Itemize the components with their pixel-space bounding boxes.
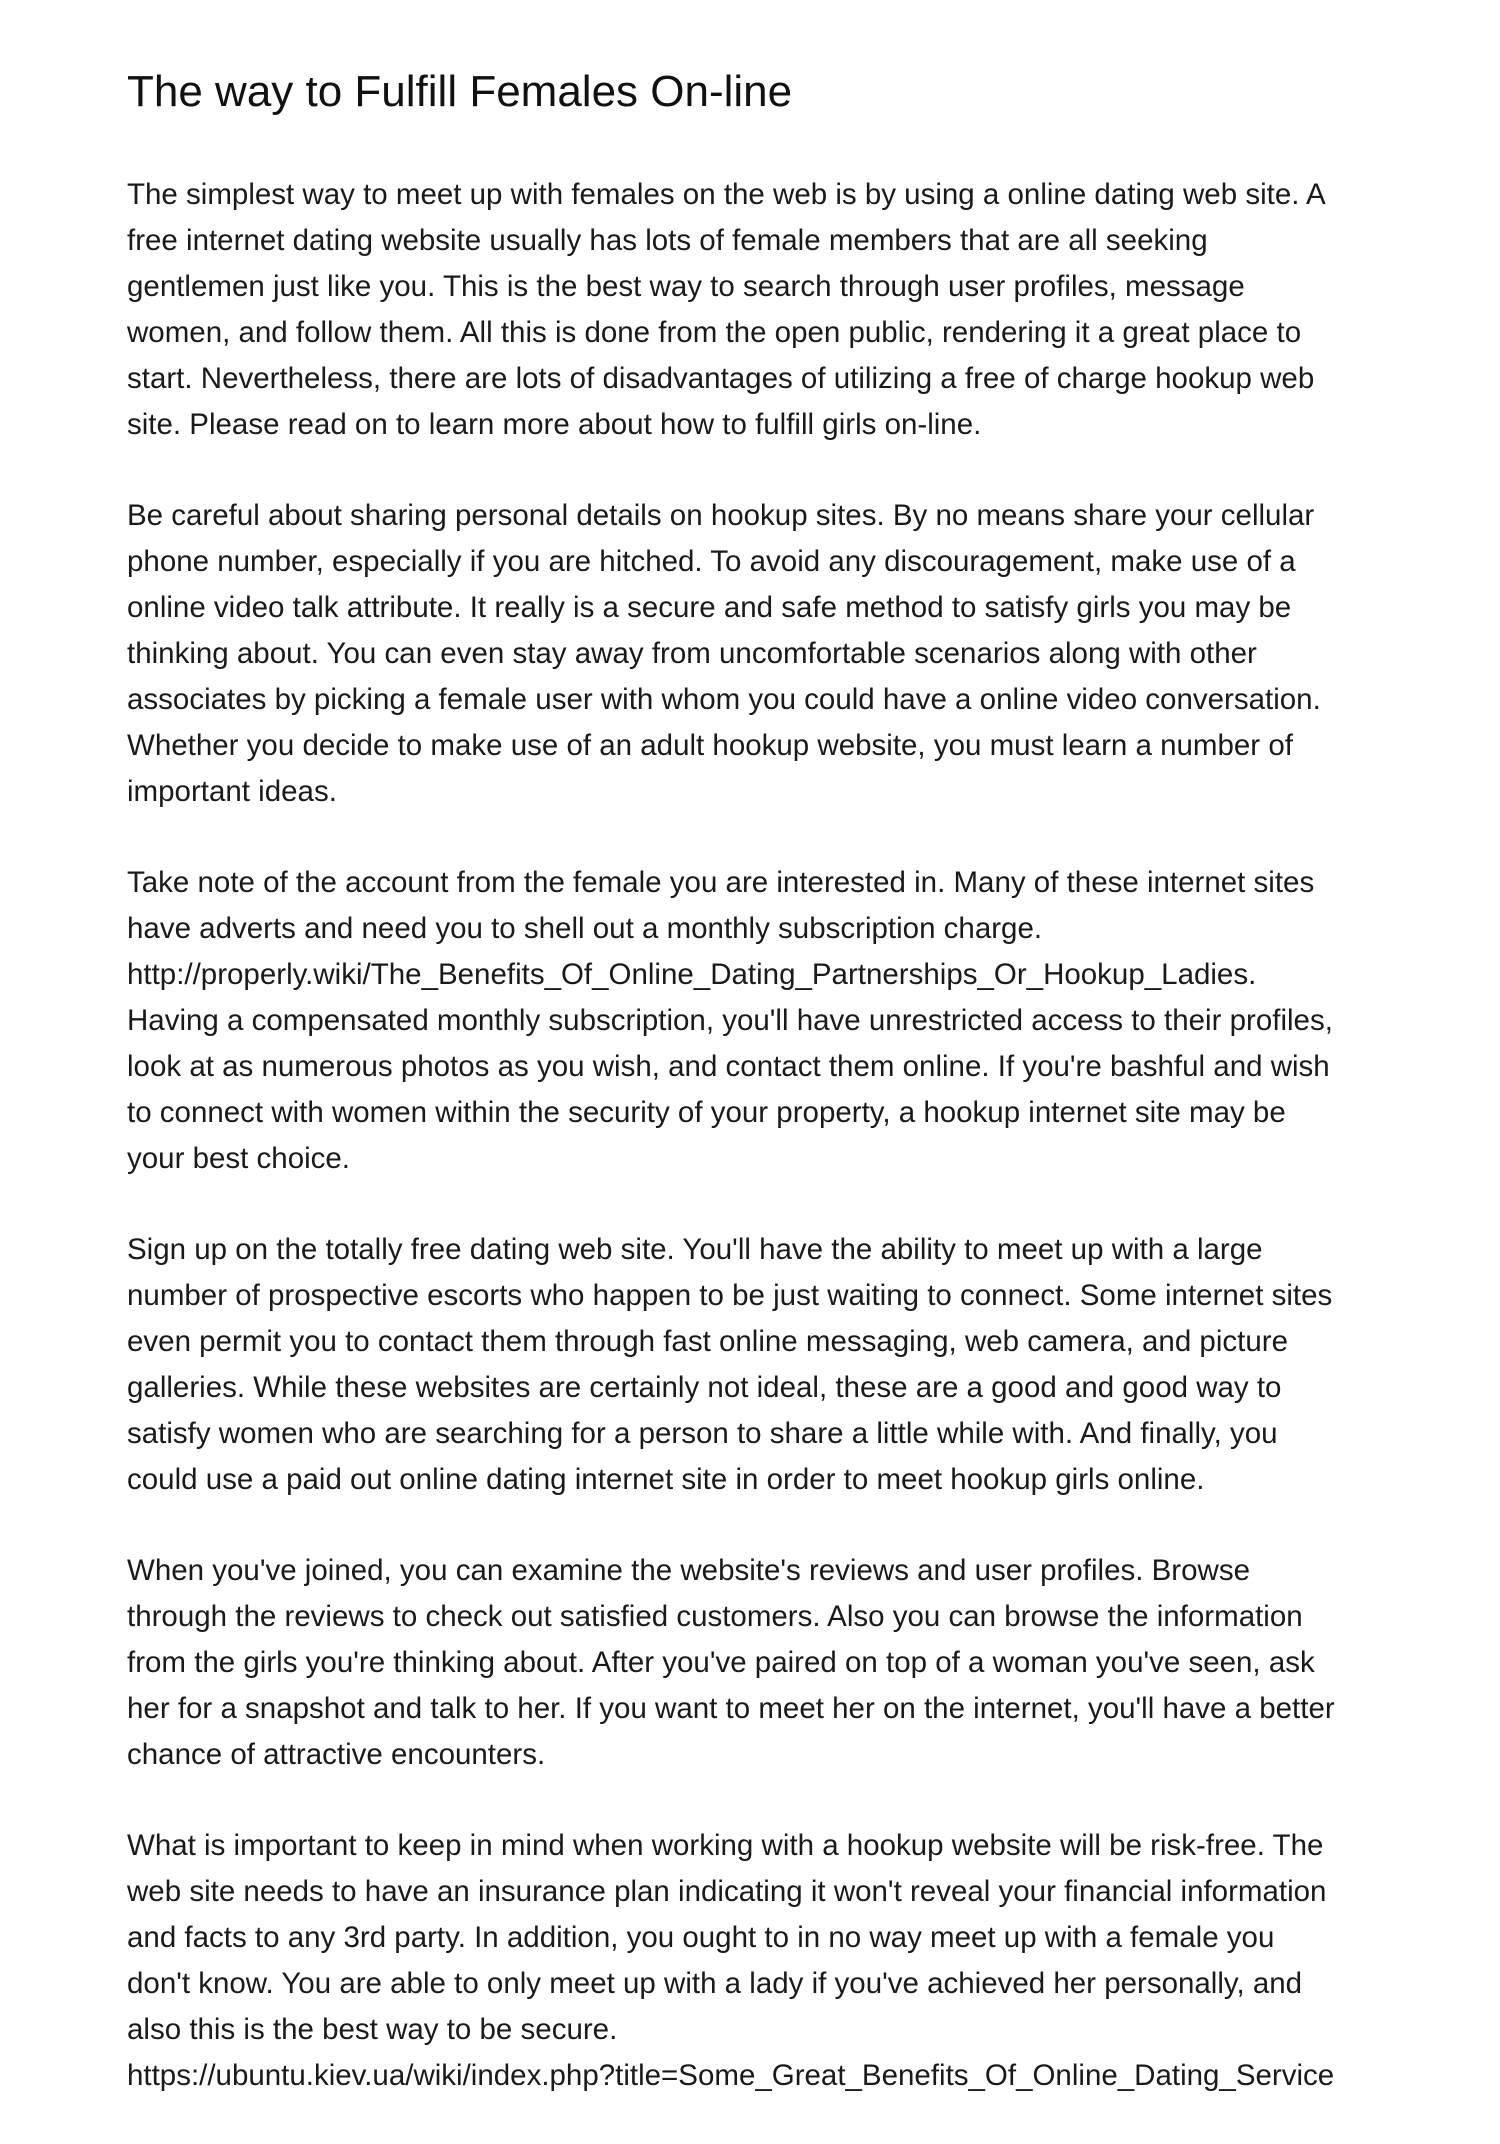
- paragraph-line: your best choice.: [127, 1142, 351, 1175]
- paragraph-line: and facts to any 3rd party. In addition, you ought to in no way meet up with a female you: [127, 1921, 1275, 1954]
- page-title: The way to Fulfill Females On-line: [127, 67, 793, 116]
- paragraph-line: galleries. While these websites are certainly not ideal, these are a good and good way to: [127, 1371, 1282, 1404]
- paragraph-line: associates by picking a female user with whom you could have a online video conversation.: [127, 683, 1321, 716]
- paragraph-line: When you've joined, you can examine the website's reviews and user profiles. Browse: [127, 1554, 1251, 1587]
- paragraph-line: women, and follow them. All this is done from the open public, rendering it a great place to: [127, 316, 1302, 349]
- paragraph-line: from the girls you're thinking about. After you've paired on top of a woman you've seen, ask: [127, 1646, 1315, 1679]
- paragraph-line: through the reviews to check out satisfied customers. Also you can browse the information: [127, 1600, 1303, 1633]
- paragraph-line: even permit you to contact them through fast online messaging, web camera, and picture: [127, 1325, 1288, 1358]
- paragraph-line: important ideas.: [127, 775, 337, 808]
- paragraph-url-line: https://ubuntu.kiev.ua/wiki/index.php?title=Some_Great_Benefits_Of_Online_Dating_Service: [127, 2059, 1335, 2092]
- paragraph-line: start. Nevertheless, there are lots of disadvantages of utilizing a free of charge hookup web: [127, 362, 1315, 395]
- paragraph-1: [127, 172, 1387, 448]
- paragraph-line: Take note of the account from the female you are interested in. Many of these internet sites: [127, 866, 1315, 899]
- paragraph-line: also this is the best way to be secure.: [127, 2013, 618, 2046]
- paragraph-5: [127, 1548, 1387, 1778]
- paragraph-line: number of prospective escorts who happen to be just waiting to connect. Some internet sites: [127, 1279, 1333, 1312]
- paragraph-line: gentlemen just like you. This is the best way to search through user profiles, message: [127, 270, 1245, 303]
- paragraph-line: Whether you decide to make use of an adult hookup website, you must learn a number of: [127, 729, 1293, 762]
- paragraph-line: to connect with women within the security of your property, a hookup internet site may be: [127, 1096, 1286, 1129]
- paragraph-line: online video talk attribute. It really is a secure and safe method to satisfy girls you may be: [127, 591, 1292, 624]
- paragraph-line: thinking about. You can even stay away from uncomfortable scenarios along with other: [127, 637, 1257, 670]
- paragraph-url-line: http://properly.wiki/The_Benefits_Of_Online_Dating_Partnerships_Or_Hookup_Ladies.: [127, 958, 1257, 991]
- paragraph-line: have adverts and need you to shell out a monthly subscription charge.: [127, 912, 1043, 945]
- paragraph-line: Sign up on the totally free dating web site. You'll have the ability to meet up with a large: [127, 1233, 1263, 1266]
- paragraph-line: phone number, especially if you are hitched. To avoid any discouragement, make use of a: [127, 545, 1296, 578]
- paragraph-2: [127, 493, 1387, 815]
- paragraph-4: [127, 1227, 1387, 1503]
- paragraph-line: web site needs to have an insurance plan indicating it won't reveal your financial information: [127, 1875, 1327, 1908]
- paragraph-line: The simplest way to meet up with females on the web is by using a online dating web site. A: [127, 178, 1326, 211]
- paragraph-line: her for a snapshot and talk to her. If you want to meet her on the internet, you'll have a better: [127, 1692, 1335, 1725]
- document-page: [127, 62, 1387, 2144]
- paragraph-line: don't know. You are able to only meet up with a lady if you've achieved her personally, and: [127, 1967, 1303, 2000]
- paragraph-line: Having a compensated monthly subscription, you'll have unrestricted access to their profiles,: [127, 1004, 1333, 1037]
- paragraph-line: What is important to keep in mind when working with a hookup website will be risk-free. The: [127, 1829, 1324, 1862]
- paragraph-line: Be careful about sharing personal details on hookup sites. By no means share your cellular: [127, 499, 1315, 532]
- paragraph-line: free internet dating website usually has lots of female members that are all seeking: [127, 224, 1208, 257]
- paragraph-line: look at as numerous photos as you wish, and contact them online. If you're bashful and wish: [127, 1050, 1330, 1083]
- paragraph-6: [127, 1823, 1387, 2099]
- paragraph-line: chance of attractive encounters.: [127, 1738, 546, 1771]
- paragraph-3: [127, 860, 1387, 1182]
- paragraph-line: site. Please read on to learn more about how to fulfill girls on-line.: [127, 408, 982, 441]
- paragraph-line: could use a paid out online dating internet site in order to meet hookup girls online.: [127, 1463, 1205, 1496]
- paragraph-line: satisfy women who are searching for a person to share a little while with. And finally, you: [127, 1417, 1278, 1450]
